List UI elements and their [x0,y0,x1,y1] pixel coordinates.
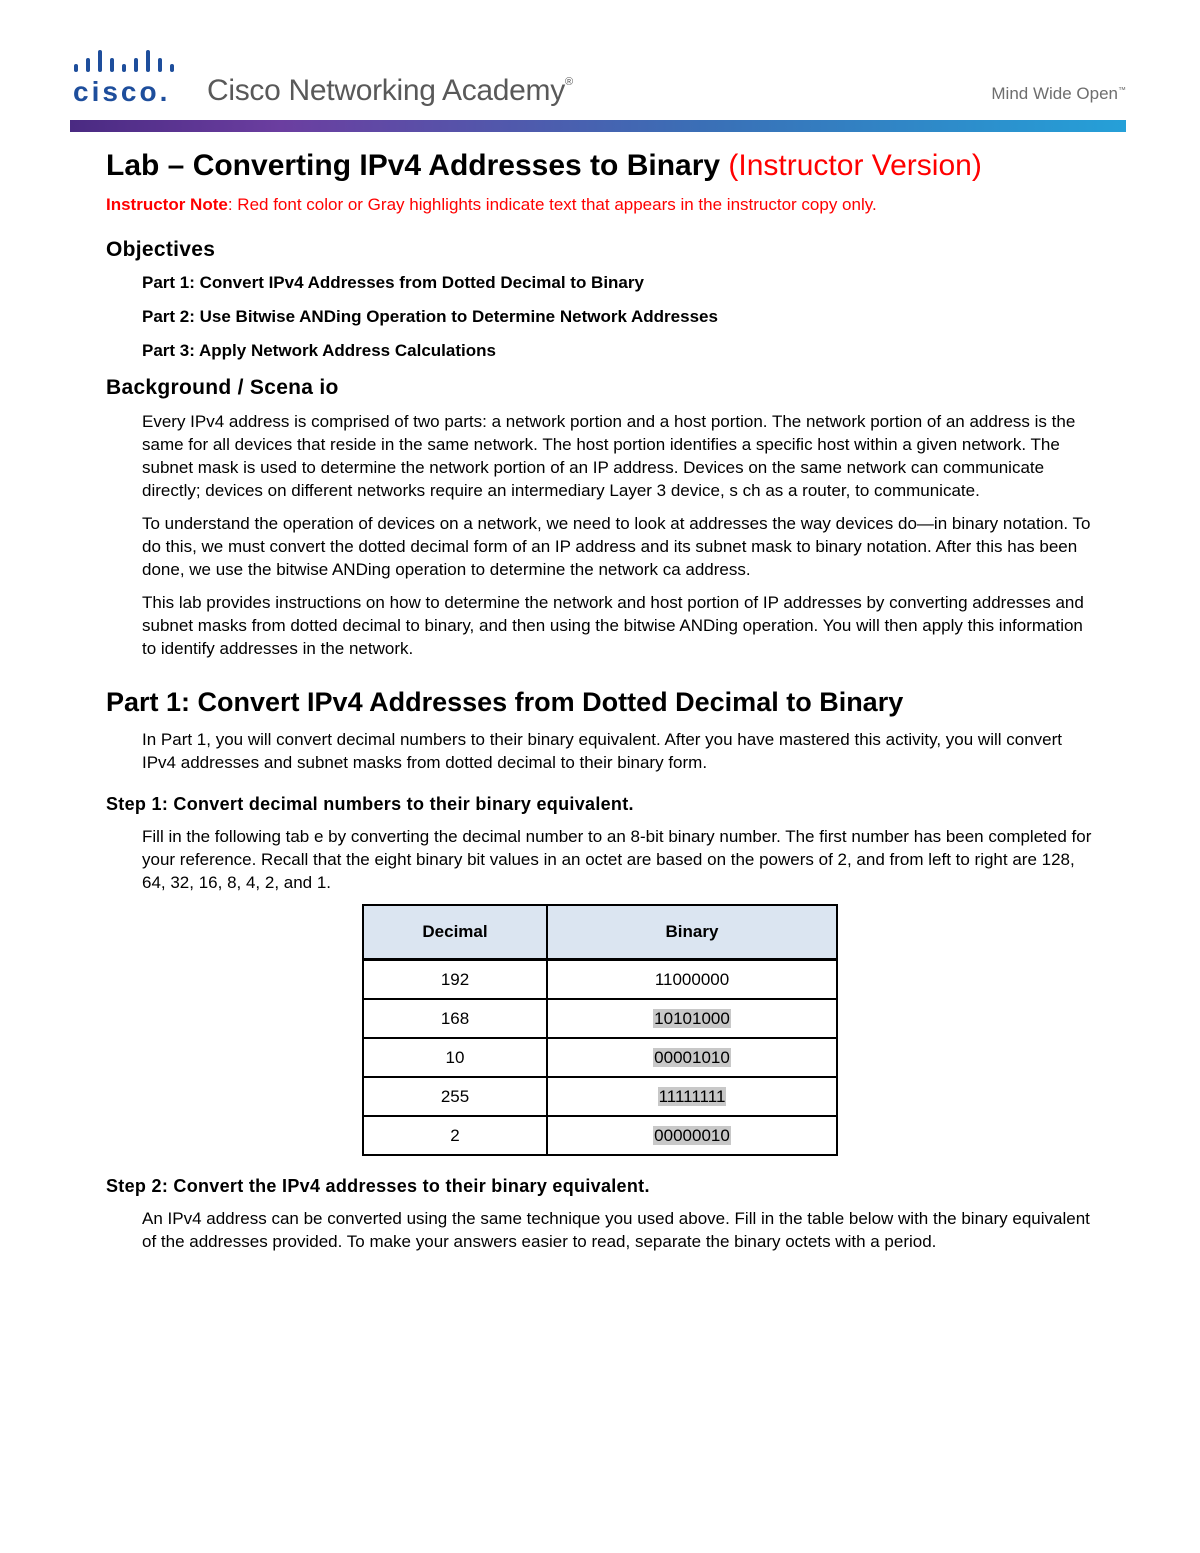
binary-cell [547,1116,837,1155]
decimal-cell: 2 [363,1116,547,1155]
table-row [363,999,837,1038]
instructor-note: Instructor Note: Red font color or Gray highlights indicate text that appears in the instructor copy only. [106,195,877,214]
step1-heading: Step 1: Convert decimal numbers to their binary equivalent. [106,794,634,814]
objective-item: Part 1: Convert IPv4 Addresses from Dotted Decimal to Binary [142,273,644,292]
cisco-logo-bars-icon [70,42,180,72]
decimal-cell: 10 [363,1038,547,1077]
page-title: Lab – Converting IPv4 Addresses to Binary (Instructor Version) [106,149,982,182]
background-heading: Background / Scena io [106,376,339,399]
table-row [363,960,837,1000]
background-paragraph: This lab provides instructions on how to determine the network and host portion of IP addresses by converting addresses and subnet masks from dotted decimal to binary, and then using the bitwise ANDing operation. You will then apply this information to identify addresses in the network. [142,593,1084,658]
table-row [363,1077,837,1116]
step2-heading: Step 2: Convert the IPv4 addresses to their binary equivalent. [106,1176,650,1196]
binary-answer-highlight: 10101000 [654,1008,730,1028]
binary-cell: 11000000 [547,960,837,1000]
decimal-cell: 255 [363,1077,547,1116]
binary-cell [547,1077,837,1116]
version-label: (Instructor Version) [728,149,982,182]
objective-item: Part 2: Use Bitwise ANDing Operation to Determine Network Addresses [142,307,718,326]
binary-cell [547,999,837,1038]
objectives-list [142,272,1096,362]
table-row [363,1038,837,1077]
decimal-cell: 192 [363,960,547,1000]
table-header-decimal: Decimal [363,905,547,960]
binary-answer-highlight: 11111111 [658,1086,726,1106]
table-header-binary: Binary [547,905,837,960]
background-paragraph: Every IPv4 address is comprised of two parts: a network portion and a host portion. The network portion of an address is the same for all devices that reside in the same network. The host portion identifies a specific host within a given network. The subnet mask is used to determine the network portion of an IP address. Devices on the same network can communicate directly; devices on different networks require an intermediary Layer 3 device, s ch as a router, to communicate. [142,412,1076,500]
academy-name: Cisco Networking Academy® [207,74,573,107]
objectives-heading: Objectives [106,238,216,261]
cisco-wordmark: cisco. [73,76,171,107]
binary-cell [547,1038,837,1077]
table-row [363,1116,837,1155]
page-header [70,42,1126,134]
part1-intro: In Part 1, you will convert decimal numbers to their binary equivalent. After you have mastered this activity, you will convert IPv4 addresses and subnet masks from dotted decimal to their binary form. [142,730,1062,772]
binary-answer-highlight: 00001010 [654,1047,730,1067]
part1-heading: Part 1: Convert IPv4 Addresses from Dotted Decimal to Binary [106,687,904,717]
objective-item: Part 3: Apply Network Address Calculations [142,341,496,360]
document-content [106,148,1096,1253]
binary-answer-highlight: 00000010 [654,1125,730,1145]
background-paragraph: To understand the operation of devices on a network, we need to look at addresses the way devices do—in binary notation. To do this, we must convert the dotted decimal form of an IP address and its subnet mask to binary notation. After this has been done, we use the bitwise ANDing operation to determine the network ca address. [142,514,1091,579]
step2-text: An IPv4 address can be converted using the same technique you used above. Fill in the table below with the binary equivalent of the addresses provided. To make your answers easier to read, separate the binary octets with a period. [142,1209,1090,1251]
decimal-cell: 168 [363,999,547,1038]
step1-text: Fill in the following tab e by converting the decimal number to an 8-bit binary number. The first number has been completed for your reference. Recall that the eight binary bit values in an octet are based on the powers of 2, and from left to right are 128, 64, 32, 16, 8, 4, 2, and 1. [142,827,1092,892]
tagline: Mind Wide Open™ [991,84,1126,103]
decimal-binary-table [362,904,838,1156]
header-gradient-bar [70,120,1126,132]
